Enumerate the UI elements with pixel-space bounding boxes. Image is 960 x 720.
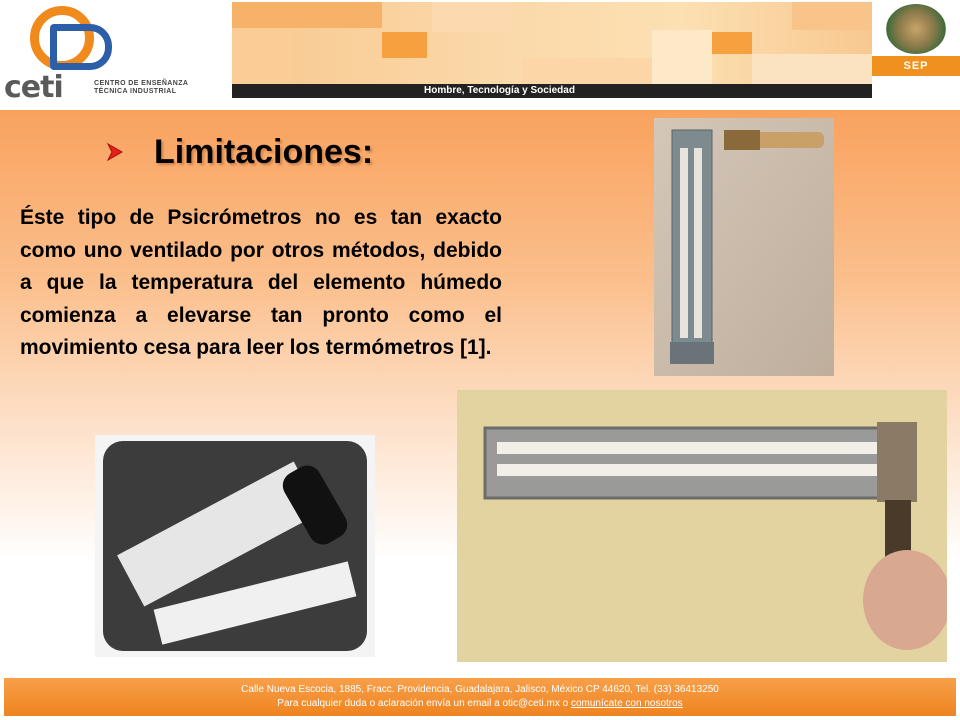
psychrometer-photo-wall <box>457 390 947 662</box>
title-row <box>104 132 373 172</box>
footer-address: Calle Nueva Escocia, 1885, Fracc. Providencia, Guadalajara, Jalisco, México CP 44620, Tel. (33) 36413250 <box>241 684 719 695</box>
psychrometer-photo-bw <box>95 435 375 657</box>
footer-contact <box>4 697 956 711</box>
logo-text: ceti <box>4 70 63 105</box>
header-banner <box>232 2 872 84</box>
tagline: Hombre, Tecnología y Sociedad <box>232 84 872 98</box>
footer-contact-text: Para cualquier duda o aclaración envía un email a otic@ceti.mx o <box>277 698 571 709</box>
sep-logo <box>872 0 960 102</box>
arrow-bullet-icon <box>104 141 126 163</box>
contact-link[interactable]: comunícate con nosotros <box>570 698 683 709</box>
slide-content <box>0 110 960 676</box>
ceti-logo <box>0 0 232 105</box>
footer <box>0 676 960 720</box>
slide-title: Limitaciones: <box>154 132 374 171</box>
sep-label: SEP <box>872 56 960 76</box>
logo-subtitle <box>94 80 230 96</box>
logo-subtitle-line-2: TÉCNICA INDUSTRIAL <box>94 88 177 95</box>
logo-subtitle-line-1: CENTRO DE ENSEÑANZA <box>94 80 189 87</box>
mexico-seal-icon <box>886 4 946 54</box>
psychrometer-photo-vertical <box>654 118 834 376</box>
footer-bar <box>4 678 956 716</box>
logo-arrow-graphic <box>50 24 112 70</box>
header <box>0 0 960 105</box>
slide-body-text: Éste tipo de Psicrómetros no es tan exacto como uno ventilado por otros métodos, debido a que la temperatura del elemento húmedo comienza a elevarse tan pronto como el movimiento cesa para leer los termómetros [1]. <box>20 206 502 360</box>
